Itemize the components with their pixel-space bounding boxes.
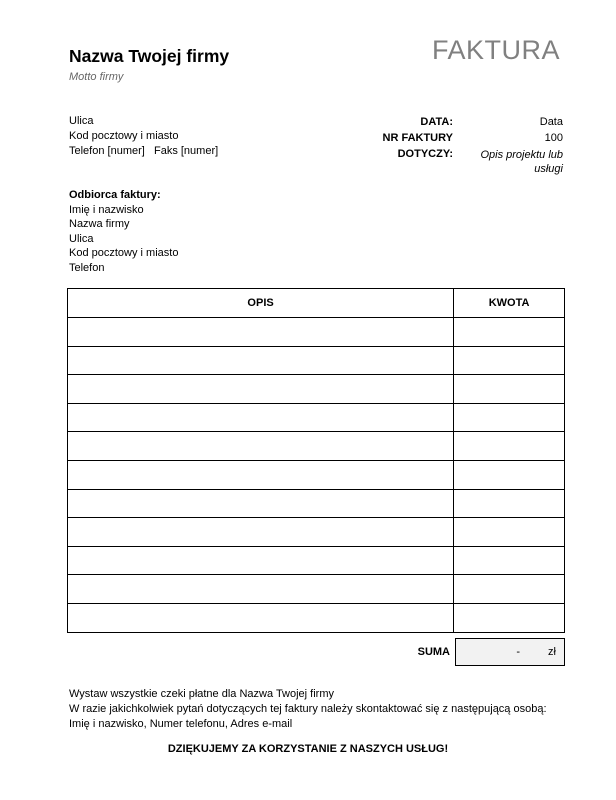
table-row xyxy=(68,518,565,547)
row-description-cell[interactable] xyxy=(68,346,454,375)
row-amount-cell[interactable] xyxy=(454,489,565,518)
recipient-block xyxy=(69,188,178,275)
table-row xyxy=(68,346,565,375)
row-amount-cell[interactable] xyxy=(454,403,565,432)
row-amount-cell[interactable] xyxy=(454,318,565,347)
sender-phone-fax: Telefon [numer] Faks [numer] xyxy=(69,145,219,157)
re-label: DOTYCZY: xyxy=(397,148,453,160)
re-value-line2: usługi xyxy=(534,163,563,175)
recipient-street[interactable]: Ulica xyxy=(69,232,94,245)
line-items-table xyxy=(67,288,565,633)
invoice-title: FAKTURA xyxy=(431,35,560,65)
table-row xyxy=(68,375,565,404)
sender-street: Ulica xyxy=(69,115,94,127)
row-description-cell[interactable] xyxy=(68,403,454,432)
recipient-name[interactable]: Imię i nazwisko xyxy=(69,203,144,216)
table-row xyxy=(68,318,565,347)
table-header-row xyxy=(68,289,565,318)
row-description-cell[interactable] xyxy=(68,318,454,347)
column-header-amount: KWOTA xyxy=(454,289,565,318)
payment-instructions xyxy=(69,687,547,732)
recipient-company[interactable]: Nazwa firmy xyxy=(69,218,130,230)
row-description-cell[interactable] xyxy=(68,460,454,489)
row-description-cell[interactable] xyxy=(68,432,454,461)
sender-postal-city: Kod pocztowy i miasto xyxy=(69,130,179,142)
row-amount-cell[interactable] xyxy=(454,346,565,375)
invoice-meta-values xyxy=(463,114,563,176)
total-currency: zł xyxy=(548,646,556,658)
table-row xyxy=(68,603,565,632)
table-row xyxy=(68,460,565,489)
row-amount-cell[interactable] xyxy=(454,546,565,575)
row-amount-cell[interactable] xyxy=(454,575,565,604)
recipient-postal-city[interactable]: Kod pocztowy i miasto xyxy=(69,247,179,259)
total-value-box[interactable] xyxy=(455,638,565,666)
total-label: SUMA xyxy=(417,646,450,658)
table-row xyxy=(68,432,565,461)
invoice-number-label: NR FAKTURY xyxy=(382,132,453,144)
row-description-cell[interactable] xyxy=(68,375,454,404)
invoice-number-value[interactable]: 100 xyxy=(544,132,563,144)
row-amount-cell[interactable] xyxy=(454,603,565,632)
column-header-description: OPIS xyxy=(68,289,454,318)
table-row xyxy=(68,489,565,518)
row-description-cell[interactable] xyxy=(68,546,454,575)
row-amount-cell[interactable] xyxy=(454,375,565,404)
row-description-cell[interactable] xyxy=(68,489,454,518)
footer-line-checks: Wystaw wszystkie czeki płatne dla Nazwa Twojej firmy xyxy=(69,688,334,700)
row-description-cell[interactable] xyxy=(68,603,454,632)
table-row xyxy=(68,575,565,604)
total-value: - xyxy=(516,646,520,658)
date-value[interactable]: Data xyxy=(539,116,563,128)
sender-address xyxy=(69,114,218,159)
date-label: DATA: xyxy=(420,116,453,128)
recipient-phone[interactable]: Telefon xyxy=(69,261,105,274)
invoice-meta-labels xyxy=(340,114,453,162)
company-name: Nazwa Twojej firmy xyxy=(69,46,230,66)
table-row xyxy=(68,546,565,575)
row-description-cell[interactable] xyxy=(68,575,454,604)
row-amount-cell[interactable] xyxy=(454,518,565,547)
footer-line-contact: Imię i nazwisko, Numer telefonu, Adres e-mail xyxy=(69,718,293,730)
row-amount-cell[interactable] xyxy=(454,460,565,489)
row-amount-cell[interactable] xyxy=(454,432,565,461)
re-value-line1: Opis projektu lub xyxy=(480,149,563,161)
footer-line-questions: W razie jakichkolwiek pytań dotyczących tej faktury należy skontaktować się z następującą osobą: xyxy=(69,703,547,715)
re-value[interactable] xyxy=(463,148,563,176)
table-row xyxy=(68,403,565,432)
thank-you-message: DZIĘKUJEMY ZA KORZYSTANIE Z NASZYCH USŁUG! xyxy=(167,743,449,755)
recipient-header: Odbiorca faktury: xyxy=(69,189,161,201)
company-motto: Motto firmy xyxy=(69,71,124,83)
row-description-cell[interactable] xyxy=(68,518,454,547)
